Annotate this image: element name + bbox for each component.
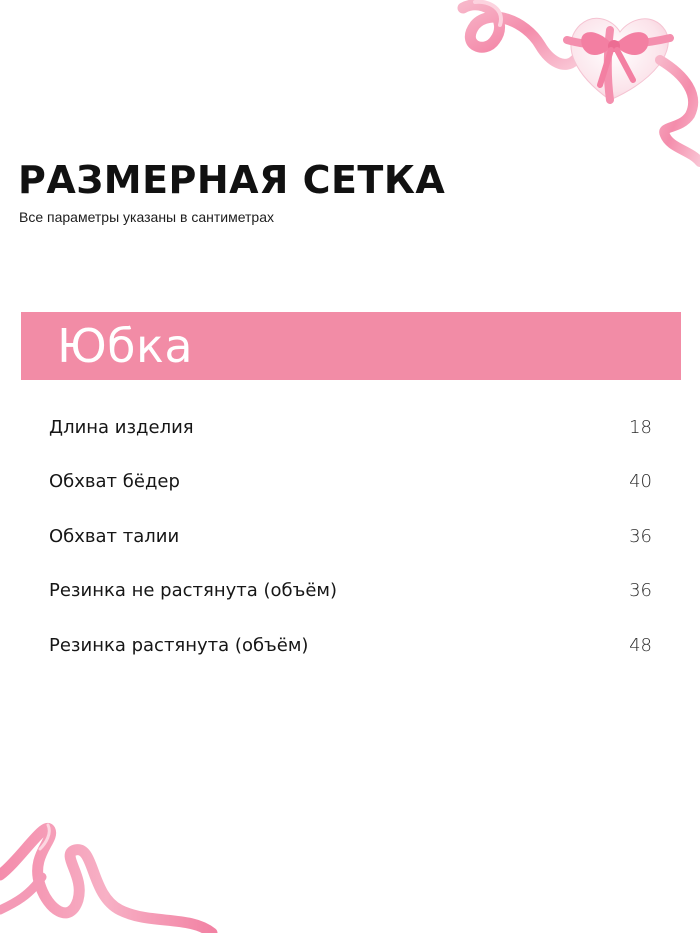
param-value: 18 [629,416,652,438]
ribbon-heart-bow-icon [455,0,700,170]
table-row [49,564,652,619]
section-title: Юбка [57,319,194,373]
table-row [49,618,652,673]
size-table [49,400,652,673]
table-row [49,509,652,564]
param-value: 48 [629,634,652,656]
param-label: Обхват бёдер [49,471,180,493]
page-title: РАЗМЕРНАЯ СЕТКА [18,158,446,202]
page-subtitle: Все параметры указаны в сантиметрах [19,209,275,225]
table-row [49,400,652,455]
param-value: 36 [629,525,652,547]
table-row [49,455,652,510]
param-value: 40 [629,471,652,493]
curled-ribbon-icon [0,815,220,933]
param-label: Обхват талии [49,525,180,547]
section-banner [21,312,681,380]
param-value: 36 [629,580,652,602]
param-label: Резинка не растянута (объём) [49,580,338,602]
param-label: Длина изделия [49,416,194,438]
param-label: Резинка растянута (объём) [49,634,309,656]
